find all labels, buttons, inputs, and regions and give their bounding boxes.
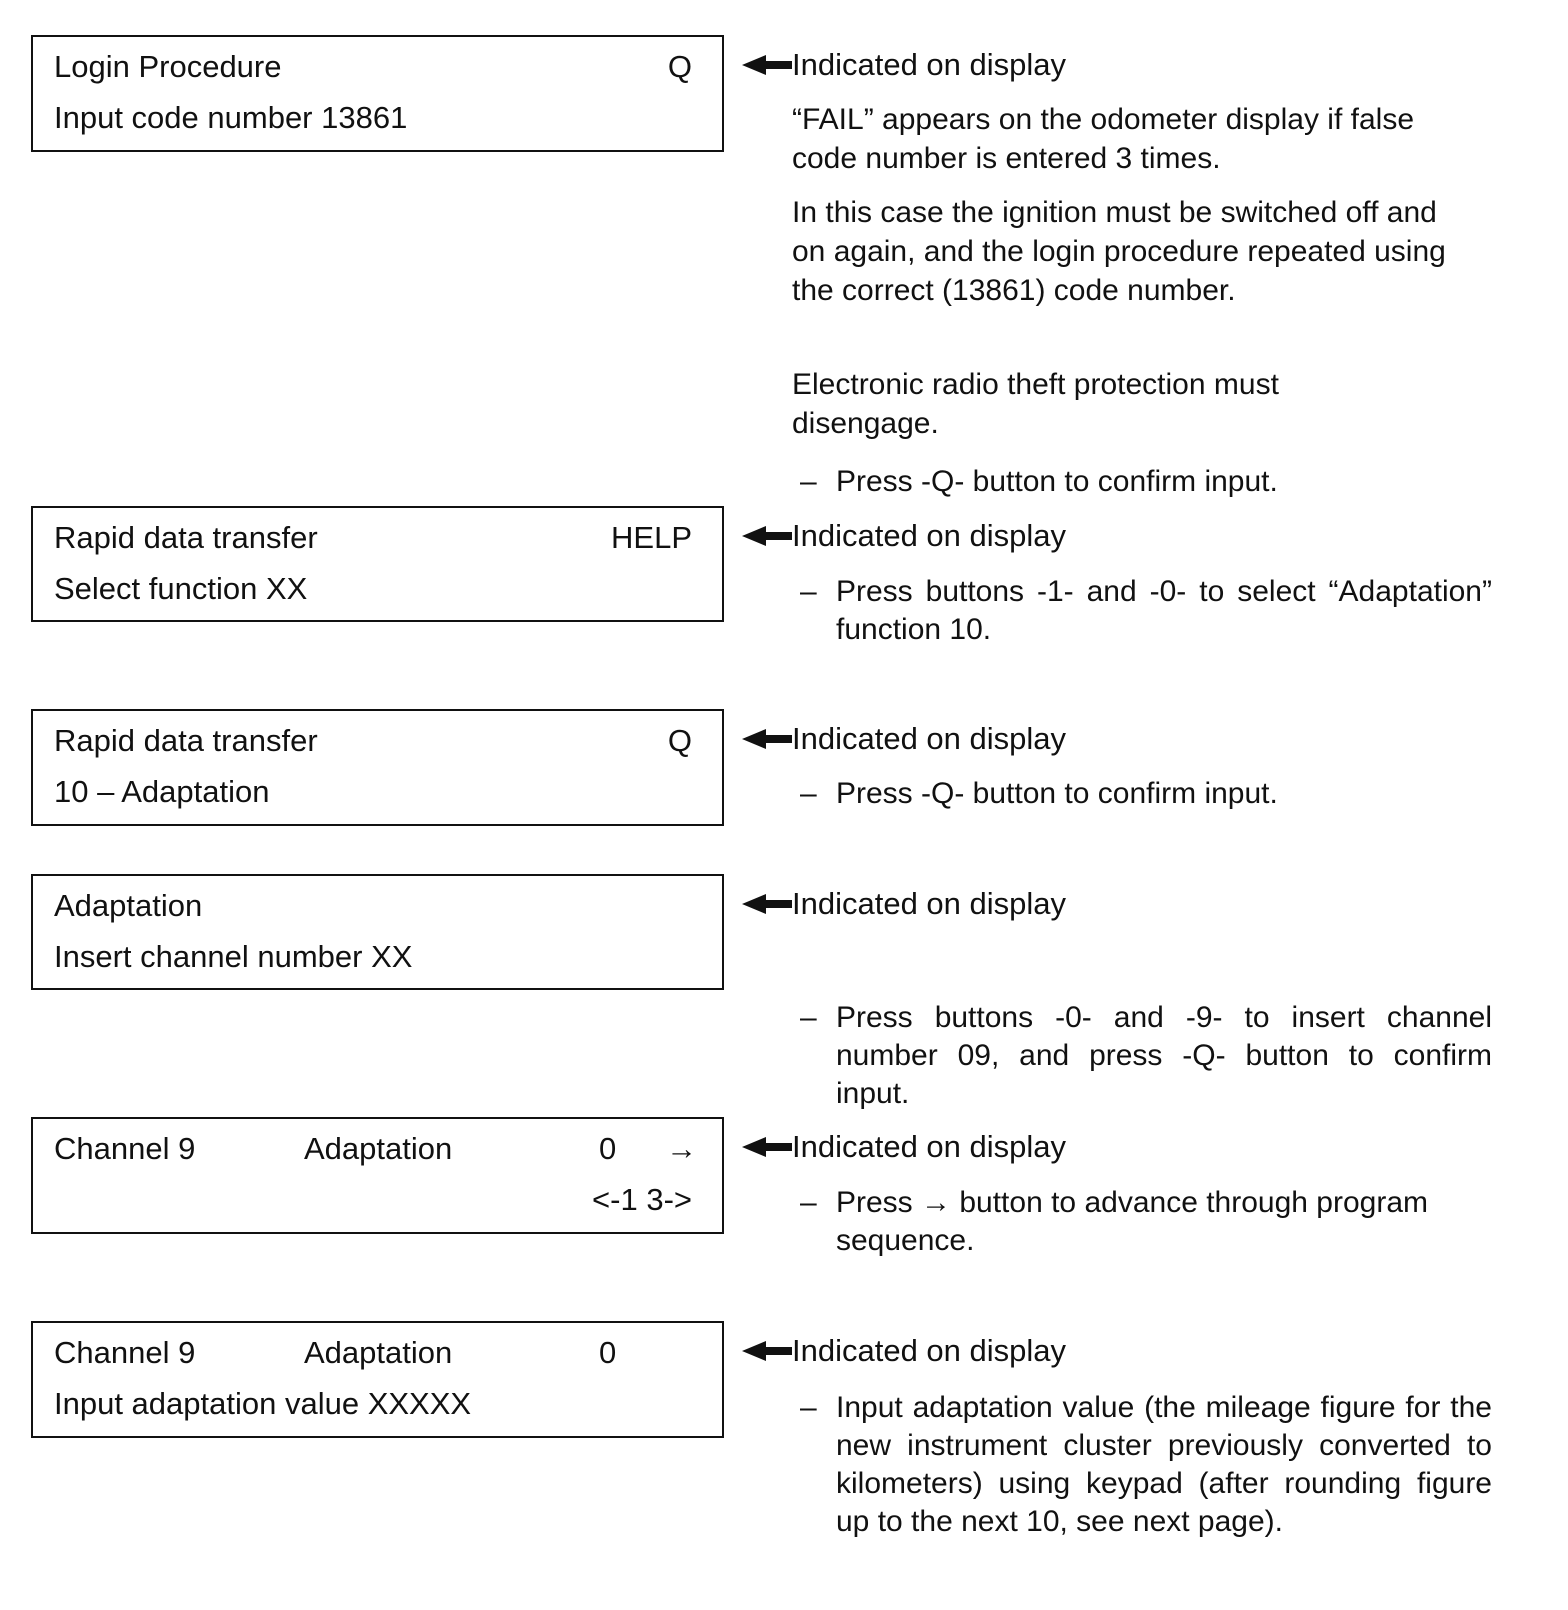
step-4: [800, 999, 1492, 1113]
step-text: Press -Q- button to confirm input.: [836, 465, 1278, 498]
pointer-arrow-icon: [742, 53, 792, 77]
step-dash: –: [800, 1391, 817, 1424]
screen-line-1-right: Q: [667, 723, 692, 758]
pointer-arrow-icon: [742, 1339, 792, 1363]
screen-line-2: Input adaptation value XXXXX: [54, 1386, 472, 1421]
indicator-text: Indicated on display: [792, 1333, 1067, 1368]
step-dash: –: [800, 465, 817, 498]
screen-line-2: Insert channel number XX: [54, 939, 413, 974]
display-screen-adaptation-function: [31, 709, 724, 826]
screen-line-1: Login Procedure: [54, 49, 282, 84]
indicator-3: [742, 721, 1066, 757]
step-dash: –: [800, 575, 817, 608]
screen-line-1: Rapid data transfer: [54, 520, 318, 555]
screen-line-2: Select function XX: [54, 571, 308, 606]
display-screen-insert-channel: [31, 874, 724, 990]
screen-channel-label: Channel 9: [54, 1335, 196, 1370]
indicator-text: Indicated on display: [792, 721, 1067, 756]
indicator-5: [742, 1129, 1066, 1165]
paragraph-ignition-note: In this case the ignition must be switched off and on again, and the login procedure repeated using the correct (13861) code number.: [792, 196, 1446, 307]
screen-line-1-right: Q: [667, 49, 692, 84]
screen-channel-label: Channel 9: [54, 1131, 196, 1166]
indicator-2: [742, 518, 1066, 554]
pointer-arrow-icon: [742, 727, 792, 751]
screen-adaptation-value: 0: [599, 1335, 617, 1370]
pointer-arrow-icon: [742, 524, 792, 548]
pointer-arrow-icon: [742, 1135, 792, 1159]
step-text: Press buttons -1- and -0- to select “Adaptation” function 10.: [836, 575, 1492, 646]
screen-line-1-right: HELP: [611, 520, 692, 555]
screen-adaptation-label: Adaptation: [304, 1131, 453, 1166]
step-dash: –: [800, 777, 817, 810]
step-text: Press -Q- button to confirm input.: [836, 777, 1278, 810]
display-screen-login: [31, 35, 724, 152]
step-6: [800, 1389, 1492, 1541]
screen-adaptation-value: 0: [599, 1131, 617, 1166]
step-dash: –: [800, 1001, 817, 1034]
display-screen-input-value: [31, 1321, 724, 1438]
paragraph-theft-protection-note: Electronic radio theft protection must disengage.: [792, 368, 1279, 440]
screen-line-1: Rapid data transfer: [54, 723, 318, 758]
screen-line-2: Input code number 13861: [54, 100, 408, 135]
step-3: [800, 775, 1492, 813]
indicator-text: Indicated on display: [792, 1129, 1067, 1164]
step-2: [800, 573, 1492, 649]
step-5: [800, 1184, 1492, 1260]
step-1: [800, 463, 1492, 501]
indicator-text: Indicated on display: [792, 518, 1067, 553]
indicator-6: [742, 1333, 1066, 1369]
step-dash: –: [800, 1186, 817, 1219]
screen-line-2: 10 – Adaptation: [54, 774, 270, 809]
indicator-1: [742, 47, 1066, 83]
pointer-arrow-icon: [742, 892, 792, 916]
step-text: Input adaptation value (the mileage figure for the new instrument cluster previously converted to kilometers) using keypad (after rounding figure up to the next 10, see next page).: [836, 1391, 1492, 1538]
screen-line-1: Adaptation: [54, 888, 203, 923]
indicator-text: Indicated on display: [792, 886, 1067, 921]
indicator-text: Indicated on display: [792, 47, 1067, 82]
indicator-4: [742, 886, 1066, 922]
display-screen-channel-9: [31, 1117, 724, 1234]
screen-adaptation-label: Adaptation: [304, 1335, 453, 1370]
display-screen-select-function: [31, 506, 724, 622]
screen-line-2: <-1 3->: [592, 1182, 692, 1217]
arrow-right-icon: →: [666, 1131, 697, 1166]
step-text: Press buttons -0- and -9- to insert channel number 09, and press -Q- button to confirm input.: [836, 1001, 1492, 1110]
paragraph-fail-note: “FAIL” appears on the odometer display if false code number is entered 3 times.: [792, 103, 1415, 175]
step-text: Press → button to advance through program sequence.: [836, 1186, 1429, 1257]
